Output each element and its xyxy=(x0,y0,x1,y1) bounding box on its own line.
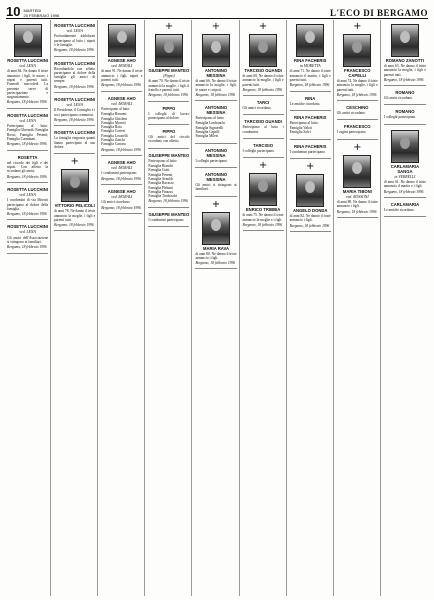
deceased-name: PIPPO xyxy=(162,129,176,135)
deceased-name: ROMANO xyxy=(395,90,415,96)
obituary-notice xyxy=(195,169,236,197)
obituary-notice xyxy=(195,145,236,168)
deceased-name: ANTONINO MESSINA xyxy=(204,68,228,78)
obituary-notice xyxy=(54,155,95,231)
notice-text: Partecipano al lutto: xyxy=(289,120,319,125)
mourner-name: Famiglia Rota xyxy=(101,125,122,130)
notice-text: nel ricordo dei figli e dei nipoti. Con affetto la ricordano gli amici. xyxy=(7,160,49,174)
obituary-notice xyxy=(54,58,95,93)
notice-text: Partecipano al lutto: xyxy=(101,107,131,111)
notice-text: Profondamente addolorati partecipano al lutto i nipoti e le famiglie. xyxy=(54,34,96,47)
notice-text: Partecipano al lutto: Famiglia Gherardi; Famiglia Rossi; Famiglia Pesenti; Famiglia Carminati. xyxy=(7,124,49,142)
notice-text: Partecipano al lutto i condomini. xyxy=(242,125,284,134)
deceased-subtitle: ved. MORALI xyxy=(111,101,133,106)
deceased-name: GIUSEPPE MANTEO xyxy=(148,211,190,217)
place-date: Bergamo, 18 febbraio 1996 xyxy=(289,223,330,228)
mourner-name: Famiglia Arnoldi xyxy=(148,176,173,181)
place-date: Bergamo, 18 febbraio 1996 xyxy=(101,83,141,88)
obituary-notice xyxy=(101,93,142,156)
obituary-notice xyxy=(290,160,331,232)
obituary-notice xyxy=(101,20,142,92)
place-date: Bergamo, 18 febbraio 1996 xyxy=(148,93,188,98)
mourner-name: Famiglia Valoti xyxy=(289,126,312,131)
deceased-subtitle: ved. MORALI xyxy=(111,194,133,199)
notice-text: I condomini partecipano. xyxy=(101,171,138,176)
notice-text: Le amiche ricordano. xyxy=(289,101,321,106)
obituary-notice xyxy=(148,209,189,227)
obituary-notice xyxy=(337,141,378,218)
deceased-name: ROSETTA LUCCHINI xyxy=(7,58,48,63)
notice-text: I condomini partecipano. xyxy=(148,217,185,222)
deceased-name: RINA FACHERIS xyxy=(294,58,327,63)
notice-text: di anni 82. Ne danno il triste annuncio i figli. xyxy=(289,214,331,223)
mourners-list xyxy=(290,126,331,135)
mourners-list xyxy=(101,112,142,146)
obituary-column xyxy=(383,20,428,596)
notice-text: Gli amici ricordano. xyxy=(383,96,413,101)
mourner-name: Famiglia Bianchi xyxy=(148,164,174,169)
notice-text: di anni 80. Ne danno il triste annuncio i figli. xyxy=(195,251,237,260)
place-date: Bergamo, 18 febbraio 1996 xyxy=(54,48,94,53)
notice-text: di anni 71. Ne danno il triste annuncio il marito, i figli e parenti tutti. xyxy=(289,69,331,82)
cross-icon: + xyxy=(353,141,362,153)
mourner-name: Famiglia Ravasio xyxy=(148,181,174,186)
portrait-photo xyxy=(249,173,277,206)
portrait-photo xyxy=(61,169,89,202)
obituary-notice xyxy=(195,102,236,143)
mourner-name: Famiglia Cortesi xyxy=(101,129,126,134)
deceased-subtitle: ved. LENA xyxy=(19,118,36,123)
notice-text: Gli amici dell'Associazione si stringono ai familiari. xyxy=(7,235,49,245)
place-date: Bergamo, 18 febbraio 1996 xyxy=(242,222,283,227)
mourner-name: Famiglia Ghisleni xyxy=(101,116,128,121)
mourner-name: Famiglia Bonomi xyxy=(101,112,127,117)
deceased-subtitle: ved. ROSSONI xyxy=(346,194,369,199)
notice-text: I cugini partecipano. xyxy=(336,130,367,135)
deceased-name: ROSETTA xyxy=(17,154,38,160)
deceased-name: ROMANO xyxy=(395,109,415,115)
deceased-subtitle: in MORETTA xyxy=(299,64,321,68)
notice-text: I colleghi partecipano. xyxy=(242,149,275,154)
obituary-notice xyxy=(243,140,284,158)
notice-text: Partecipano al lutto: xyxy=(195,116,225,121)
notice-text: di anni 88. Ne danno il triste annuncio i figli. xyxy=(336,200,378,209)
notice-text: di anni 78. Ne danno il triste annuncio la moglie, i figli e parenti tutti. xyxy=(54,209,96,222)
mourner-name: Famiglia Signorelli xyxy=(195,125,224,130)
portrait-photo xyxy=(14,24,42,57)
deceased-subtitle: ved. MORALI xyxy=(111,165,133,170)
deceased-name: ANTONINO MESSINA xyxy=(204,171,228,182)
portrait-photo xyxy=(296,24,324,57)
obituary-notice xyxy=(337,121,378,139)
cross-icon: + xyxy=(164,21,174,32)
deceased-name: ANGELO DONDA xyxy=(292,208,328,214)
obituary-notice xyxy=(7,110,48,151)
deceased-name: TARCISIO xyxy=(253,143,273,149)
obituary-notice xyxy=(243,97,284,115)
newspaper-masthead: L'ECO DI BERGAMO xyxy=(329,8,428,18)
deceased-name: ROSETTA LUCCHINI xyxy=(54,23,96,28)
notice-text: di anni 74. Ne danno il triste annuncio la moglie, i figli e parenti tutti. xyxy=(336,79,378,92)
notice-text: di anni 91. Ne danno il triste annuncio i figli, nipoti e parenti tutti. xyxy=(101,69,143,82)
notice-text: Ricordandola con affetto partecipano al dolore della famiglia gli amici di sempre. xyxy=(54,66,96,84)
obituary-column xyxy=(289,20,334,596)
obituary-notice xyxy=(195,20,236,101)
obituary-notice xyxy=(101,157,142,185)
cross-icon: + xyxy=(211,198,221,210)
cross-icon: + xyxy=(353,21,362,32)
deceased-name: GIUSEPPE MANTEO xyxy=(148,68,190,73)
mourner-name: Famiglia Zanchi xyxy=(101,138,125,143)
deceased-name: TARCI xyxy=(256,100,270,106)
portrait-photo xyxy=(391,24,419,57)
place-date: Bergamo, 18 febbraio 1996 xyxy=(383,77,424,82)
deceased-name: CARLAMARIA xyxy=(390,202,420,208)
obituary-notice xyxy=(290,20,331,92)
deceased-name: ROSETTA LUCCHINI xyxy=(7,112,48,118)
obituary-notice xyxy=(101,186,142,214)
deceased-name: RINA FACHERIS xyxy=(294,143,327,149)
portrait-photo xyxy=(108,24,136,57)
place-date: Bergamo, 18 febbraio 1996 xyxy=(54,118,94,123)
notice-text: di anni 69. Ne danno il triste annuncio la moglie, i figli e parenti tutti. xyxy=(242,74,284,87)
cross-icon: + xyxy=(211,21,221,32)
mourner-name: Famiglia Plebani xyxy=(148,185,173,190)
portrait-photo xyxy=(249,34,277,67)
obituary-notice xyxy=(384,106,426,124)
deceased-subtitle: in VERRELLI xyxy=(394,174,416,179)
place-date: Bergamo, 18 febbraio 1996 xyxy=(101,176,141,181)
notice-text: I colleghi partecipano. xyxy=(383,115,417,120)
obituary-notice xyxy=(384,126,426,198)
deceased-name: ROSETTA LUCCHINI xyxy=(7,224,48,230)
obituary-notice xyxy=(243,159,284,231)
obituary-notice xyxy=(54,20,95,57)
notice-text: Gli amici si stringono ai familiari. xyxy=(195,182,237,192)
place-date: Bergamo, 18 febbraio 1996 xyxy=(7,245,47,250)
obituary-notice xyxy=(7,152,48,183)
portrait-photo xyxy=(391,130,419,163)
obituary-column xyxy=(194,20,239,596)
mourner-name: Famiglia Gotti xyxy=(148,168,170,173)
deceased-name: ROMANO ZANOTTI xyxy=(385,58,425,63)
place-date: Bergamo, 18 febbraio 1996 xyxy=(7,100,47,105)
cross-icon: + xyxy=(258,21,268,32)
mourner-name: Famiglia Capelli xyxy=(195,130,220,135)
page-number: 10 xyxy=(6,4,21,19)
place-date: Bergamo, 18 febbraio 1996 xyxy=(7,174,47,179)
place-date: Bergamo, 18 febbraio 1996 xyxy=(101,147,141,152)
mourners-list xyxy=(195,121,236,138)
deceased-name: AGNESE AHO xyxy=(107,159,136,165)
mourner-name: Famiglia Locatelli xyxy=(101,133,128,138)
mourner-name: Famiglia Finazzi xyxy=(148,189,173,194)
deceased-subtitle: ved. LENA xyxy=(66,29,83,33)
obituary-column xyxy=(242,20,287,596)
deceased-subtitle: ved. LENA xyxy=(19,64,36,68)
deceased-name: PIPPO xyxy=(162,105,176,111)
deceased-name: ROSETTA LUCCHINI xyxy=(54,60,96,66)
deceased-name: ROSETTA LUCCHINI xyxy=(7,186,48,192)
mourner-name: Famiglia Pesenti xyxy=(148,172,173,177)
mourner-name: Famiglia Salvi xyxy=(289,130,311,135)
obituary-column xyxy=(6,20,51,596)
portrait-photo xyxy=(296,174,324,207)
deceased-subtitle: ved. MORALI xyxy=(111,64,133,68)
deceased-name: ANTONINO MESSINA xyxy=(204,105,228,116)
place-date: Bergamo, 18 febbraio 1996 xyxy=(101,205,141,210)
obituary-notice xyxy=(384,20,426,86)
portrait-photo xyxy=(202,34,230,67)
deceased-name: TARCISIO GUANDI xyxy=(244,68,282,73)
page-header xyxy=(6,4,428,19)
notice-text: Partecipano al lutto: xyxy=(148,158,178,163)
obituary-column xyxy=(53,20,98,596)
notice-text: di anni 63. Ne danno il triste annuncio la moglie, i figli e parenti tutti. xyxy=(383,64,426,77)
obituary-notice xyxy=(384,199,426,217)
place-date: Bergamo, 18 febbraio 1996 xyxy=(336,209,377,214)
place-date: Bergamo, 18 febbraio 1996 xyxy=(148,199,188,204)
deceased-name: ANTONINO MESSINA xyxy=(204,147,228,158)
deceased-name: FRANCESCO xyxy=(344,124,371,130)
notice-text: di anni 84. Ne danno il triste annuncio i figli, le nuore, i nipoti e parenti tutti. Funerali mercoledì. La presente serve di partecipazione e ringraziamento. xyxy=(7,69,49,100)
notice-text: Gli amici ricordano. xyxy=(101,200,131,205)
cross-icon: + xyxy=(70,156,79,168)
notice-text: I condomini partecipano. xyxy=(289,149,326,154)
notice-text: Gli amici ricordano. xyxy=(242,106,272,111)
notice-text: Il Presidente, il Consiglio e i soci partecipano commossi. xyxy=(54,108,96,117)
deceased-subtitle: ved. LENA xyxy=(66,103,83,108)
portrait-photo xyxy=(343,155,371,188)
notice-text: Le amiche ricordano. xyxy=(383,208,415,213)
mourner-name: Famiglia Milesi xyxy=(195,134,219,139)
issue-date xyxy=(23,9,59,18)
obituary-notice xyxy=(7,221,48,253)
issue-full-date: 20 FEBBRAIO 1996 xyxy=(23,12,60,18)
mourner-name: Famiglia Moretti xyxy=(101,120,126,125)
obituary-notice xyxy=(384,87,426,105)
deceased-name: ROSETTA LUCCHINI xyxy=(54,130,96,136)
obituary-column xyxy=(100,20,145,596)
obituary-notice xyxy=(290,112,331,140)
portrait-photo xyxy=(202,212,230,245)
place-date: Bergamo, 18 febbraio 1996 xyxy=(383,189,424,194)
deceased-name: RINA xyxy=(305,95,316,101)
place-date: Bergamo, 18 febbraio 1996 xyxy=(289,83,330,88)
deceased-name: AGNESE AHO xyxy=(107,188,136,194)
notice-text: di anni 75. Ne danno il triste annuncio la moglie e i figli. xyxy=(242,213,284,222)
obituary-notice xyxy=(148,150,189,208)
deceased-name: MARIA RAVA xyxy=(203,245,229,251)
deceased-name: CESCHINO xyxy=(346,105,369,111)
obituary-notice xyxy=(148,20,189,102)
deceased-name: GIUSEPPE MANTEO xyxy=(148,152,190,158)
obituary-notice xyxy=(54,94,95,126)
deceased-name: ROSETTA LUCCHINI xyxy=(54,97,96,103)
place-date: Bergamo, 18 febbraio 1996 xyxy=(336,92,377,97)
notice-text: La famiglia ringrazia quanti hanno partecipato al suo dolore. xyxy=(54,136,96,149)
obituary-notice xyxy=(54,127,95,154)
obituary-column xyxy=(147,20,192,596)
obituary-notice xyxy=(290,93,331,111)
notice-text: I colleghi di lavoro partecipano al dolore. xyxy=(148,111,190,120)
deceased-subtitle: (Pippo) xyxy=(163,74,175,78)
mourner-name: Famiglia Lanfranchi xyxy=(195,121,225,126)
obituary-notice xyxy=(148,103,189,126)
obituary-notice xyxy=(337,102,378,120)
obituary-notice xyxy=(195,198,236,270)
obituary-notice xyxy=(7,20,48,109)
notice-text: di anni 70. Ne danno il triste annuncio la moglie, i figli, il fratello e parenti tutti. xyxy=(148,79,190,92)
portrait-photo xyxy=(343,34,371,67)
obituary-notice xyxy=(7,184,48,221)
deceased-name: CARLAMARIA SANGA xyxy=(390,163,420,174)
cross-icon: + xyxy=(306,161,315,173)
cross-icon: + xyxy=(258,160,268,172)
obituary-notice xyxy=(148,126,189,149)
notice-text: di anni 61. Ne danno il triste annuncio il marito e i figli. xyxy=(383,180,426,189)
mourners-list xyxy=(148,164,189,198)
place-date: Bergamo, 18 febbraio 1996 xyxy=(7,142,47,147)
place-date: Bergamo, 18 febbraio 1996 xyxy=(54,84,94,89)
obituary-notice xyxy=(243,20,284,96)
notice-text: I condomini di via Moroni partecipano al dolore della famiglia. xyxy=(7,198,49,211)
obituary-notice xyxy=(243,116,284,139)
deceased-name: AGNESE AHO xyxy=(107,95,136,101)
place-date: Bergamo, 18 febbraio 1996 xyxy=(195,92,236,97)
place-date: Bergamo, 18 febbraio 1996 xyxy=(7,212,47,217)
notice-text: Gli amici ricordano. xyxy=(336,111,366,116)
deceased-name: RINA FACHERIS xyxy=(294,114,327,120)
obituary-notice xyxy=(290,141,331,159)
deceased-subtitle: ved. LENA xyxy=(19,192,36,197)
obituary-notice xyxy=(337,20,378,101)
obituary-column xyxy=(336,20,381,596)
page-header-left xyxy=(6,6,59,18)
notice-text: di anni 66. Ne danno il triste annuncio la moglie, i figli, le nuore e i nipoti. xyxy=(195,79,237,92)
mourner-name: Famiglia Carrara xyxy=(101,142,126,147)
deceased-subtitle: ved. LENA xyxy=(19,230,36,235)
deceased-name: FRANCESCO CAPELLI xyxy=(344,68,371,78)
mourner-name: Famiglia Tiraboschi xyxy=(148,194,178,199)
obituary-page xyxy=(6,20,428,596)
deceased-name: ENRICO TRIBBIA xyxy=(245,207,281,213)
deceased-name: AGNESE AHO xyxy=(107,58,136,63)
deceased-name: MARIA TIBONI xyxy=(342,188,372,194)
place-date: Bergamo, 18 febbraio 1996 xyxy=(242,87,283,92)
deceased-name: TARCISIO GUANDI xyxy=(244,119,282,125)
issue-day: MARTEDI xyxy=(23,8,42,13)
place-date: Bergamo, 18 febbraio 1996 xyxy=(195,261,236,266)
deceased-name: VITTORIO PELICOLI xyxy=(54,203,95,209)
place-date: Bergamo, 18 febbraio 1996 xyxy=(54,223,94,228)
notice-text: Gli amici del circolo ricordano con affetto. xyxy=(148,135,190,144)
notice-text: I colleghi partecipano. xyxy=(195,158,228,163)
portrait-photo xyxy=(155,34,183,67)
